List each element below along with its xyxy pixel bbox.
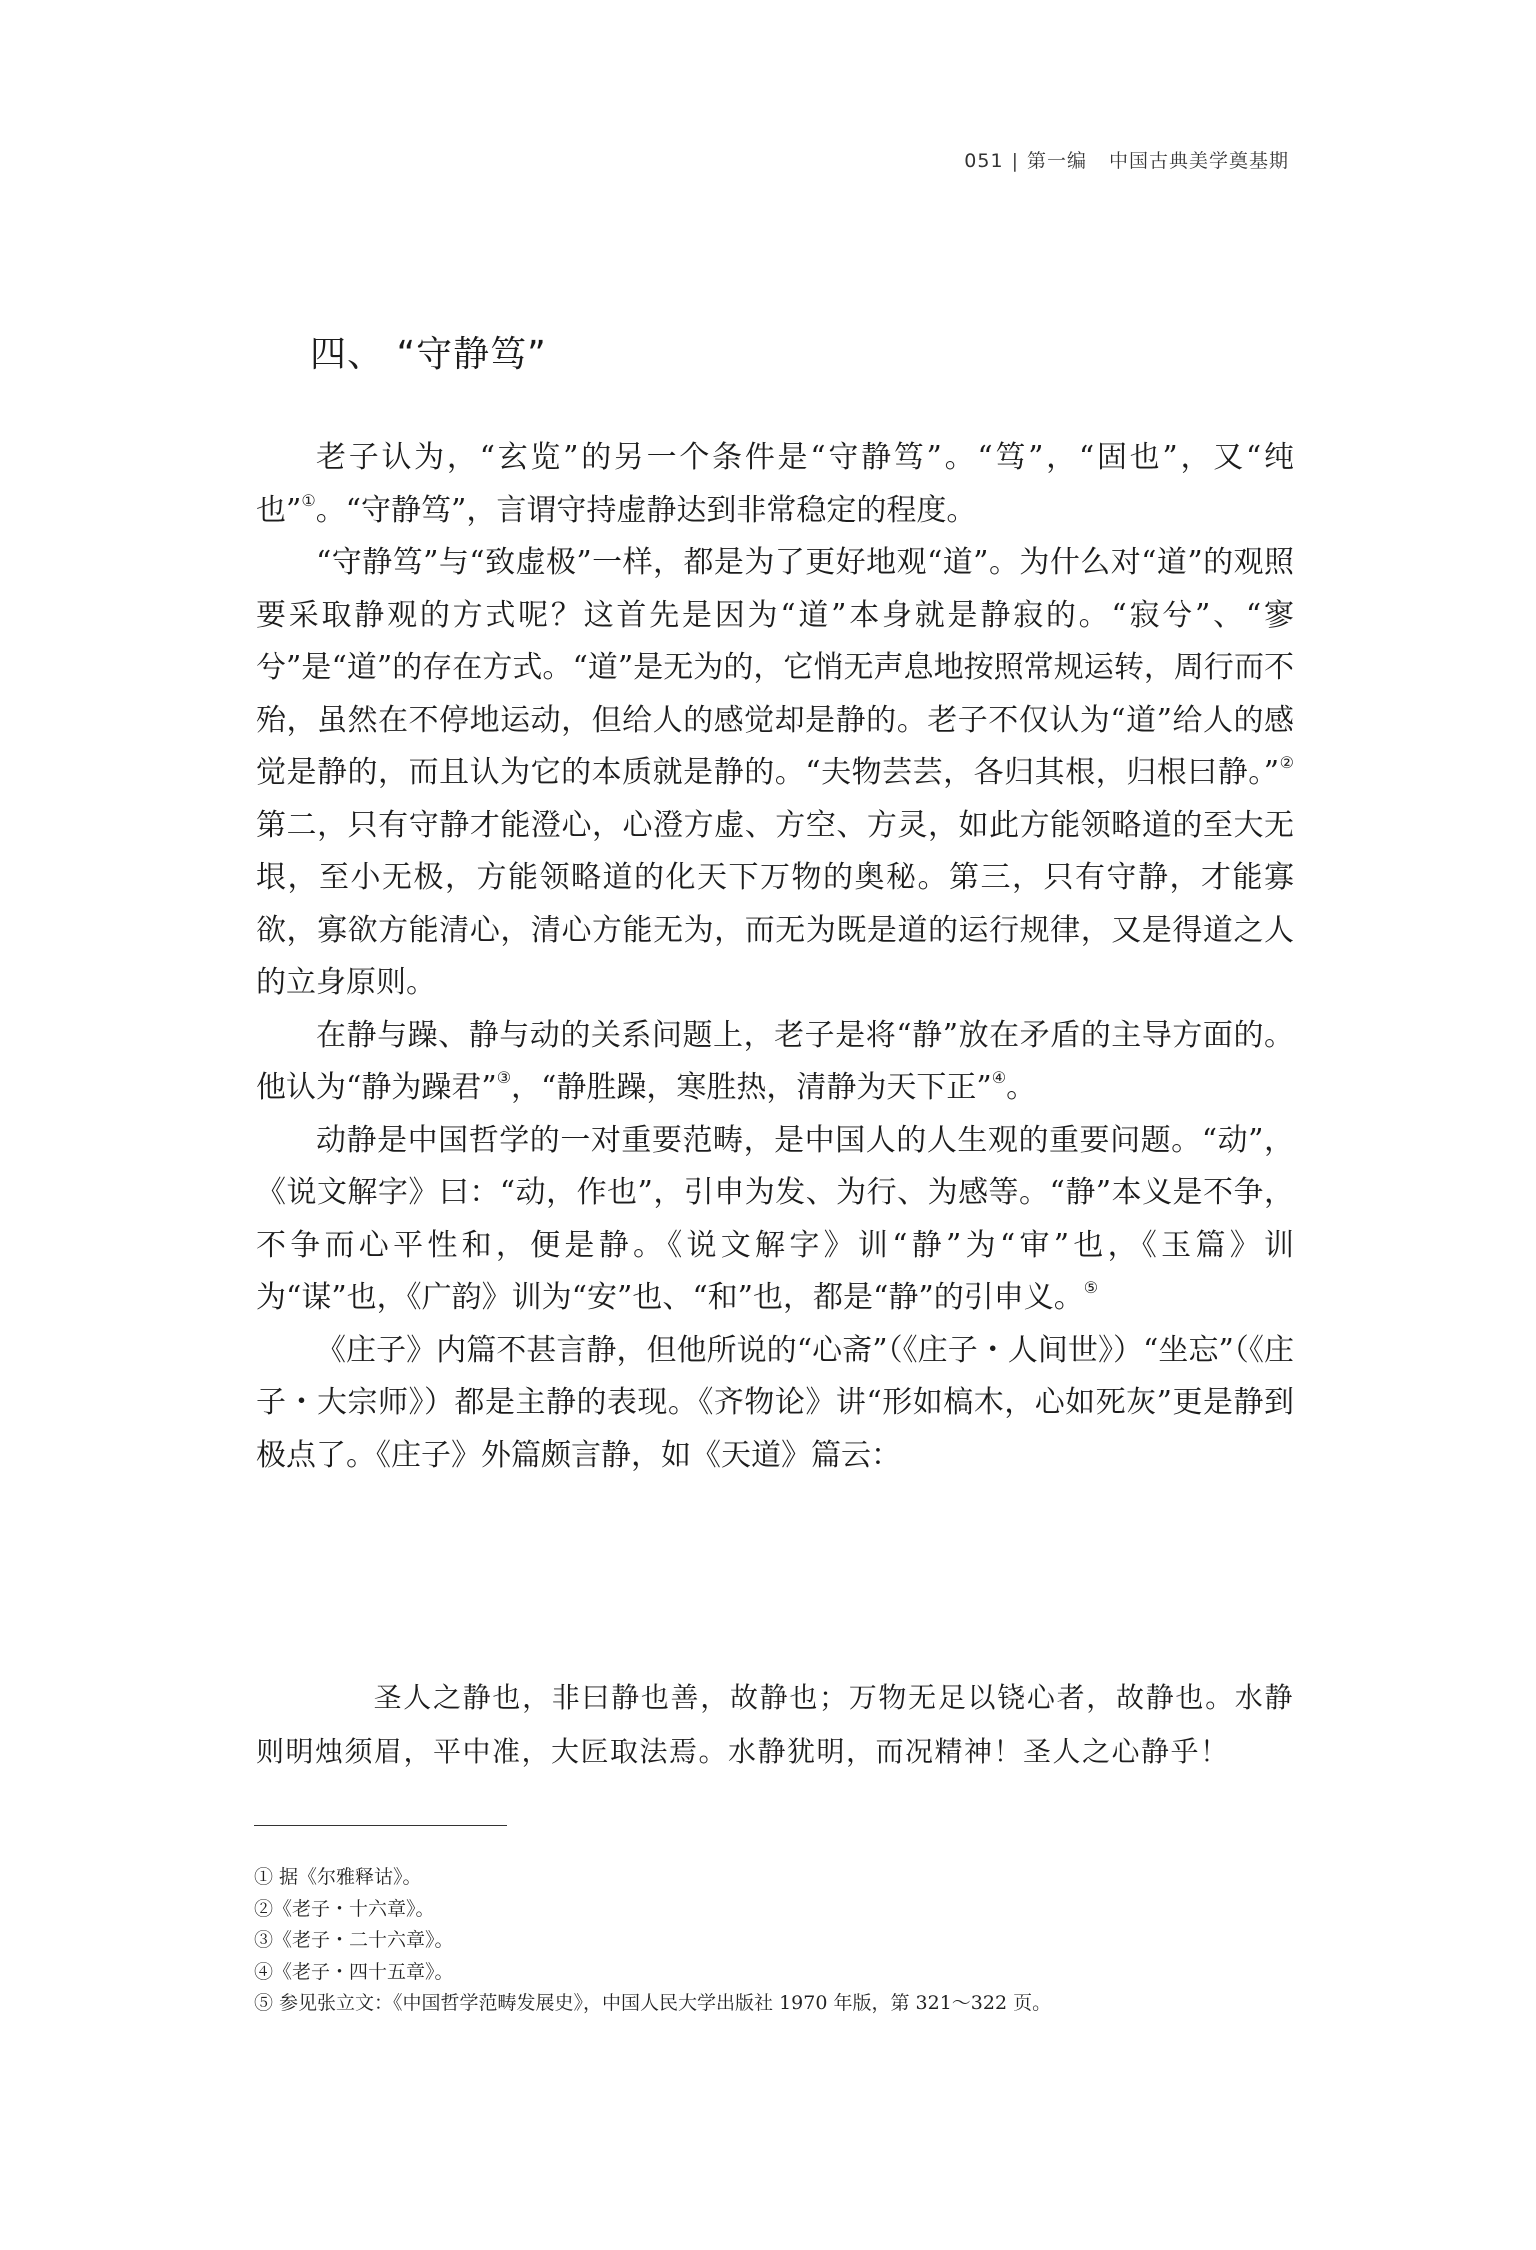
paragraph-text: ，“静胜躁，寒胜热，清静为天下正” <box>511 1070 992 1105</box>
part-label: 第一编 <box>1026 150 1087 172</box>
paragraph-text: 第二，只有守静才能澄心，心澄方虚、方空、方灵，如此方能领略道的至大无垠，至小无极，方能领略道的化天下万物的奥秘。第三，只有守静，才能寡欲，寡欲方能清心，清心方能无为，而无为既是道的运行规律，又是得道之人的立身原则。 <box>256 807 1294 1000</box>
footnote-ref-4: ④ <box>991 1068 1007 1087</box>
part-title: 中国古典美学奠基期 <box>1108 150 1289 172</box>
body-text <box>256 432 1294 1482</box>
page-number: 051 <box>964 150 1004 172</box>
footnote-3: ③《老子・二十六章》。 <box>254 1929 454 1951</box>
block-quote <box>256 1671 1294 1779</box>
paragraph-text: 在静与躁、静与动的关系问题上，老子是将“静”放在矛盾的主导方面的。他认为“静为躁君” <box>256 1017 1294 1105</box>
footnote-2: ②《老子・十六章》。 <box>254 1897 435 1920</box>
paragraph-text: 动静是中国哲学的一对重要范畴，是中国人的人生观的重要问题。“动”，《说文解字》曰：“动，作也”，引申为发、为行、为感等。“静”本义是不争，不争而心平性和，便是静。《说文解字》训“静”为“审”也，《玉篇》训为“谋”也，《广韵》训为“安”也、“和”也，都是“静”的引申义。 <box>256 1122 1294 1315</box>
paragraph-3 <box>256 1010 1294 1115</box>
footnote-ref-1: ① <box>301 490 316 510</box>
footnote-5: ⑤ 参见张立文：《中国哲学范畴发展史》，中国人民大学出版社 1970 年版，第 321～322 页。 <box>254 1992 1052 2014</box>
quote-text: 圣人之静也，非曰静也善，故静也；万物无足以铙心者，故静也。水静则明烛须眉，平中准，大匠取法焉。水静犹明，而况精神！圣人之心静乎！ <box>256 1681 1294 1768</box>
footnote-ref-3: ③ <box>496 1068 512 1087</box>
paragraph-2 <box>256 537 1294 1010</box>
footnote-4: ④《老子・四十五章》。 <box>254 1960 454 1983</box>
paragraph-text: 。“守静笃”，言谓守持虚静达到非常稳定的程度。 <box>315 492 977 528</box>
section-title: 四、 “守静笃” <box>310 334 547 375</box>
footnote-1: ① 据《尔雅释诂》。 <box>254 1866 422 1888</box>
footnote-ref-2: ② <box>1279 753 1294 772</box>
paragraph-text: 老子认为，“玄览”的另一个条件是“守静笃”。“笃”，“固也”，又“纯也” <box>256 440 1294 528</box>
paragraph-text: “守静笃”与“致虚极”一样，都是为了更好地观“道”。为什么对“道”的观照要采取静观的方式呢？这首先是因为“道”本身就是静寂的。“寂兮”、“寥兮”是“道”的存在方式。“道”是无为的，它悄无声息地按照常规运转，周行而不殆，虽然在不停地运动，但给人的感觉却是静的。老子不仅认为“道”给人的感觉是静的，而且认为它的本质就是静的。“夫物芸芸，各归其根，归根曰静。” <box>256 545 1294 790</box>
paragraph-text: 。 <box>1006 1070 1037 1105</box>
paragraph-1 <box>256 432 1294 537</box>
footnote-divider <box>254 1825 507 1826</box>
header-separator: | <box>1011 150 1019 172</box>
paragraph-4 <box>256 1115 1294 1325</box>
paragraph-5 <box>256 1325 1294 1483</box>
footnotes <box>254 1862 1294 2020</box>
footnote-ref-5: ⑤ <box>1083 1278 1099 1297</box>
running-head <box>964 146 1289 173</box>
paragraph-text: 《庄子》内篇不甚言静，但他所说的“心斋”（《庄子・人间世》）“坐忘”（《庄子・大宗师》）都是主静的表现。《齐物论》讲“形如槁木，心如死灰”更是静到极点了。《庄子》外篇颇言静，如《天道》篇云： <box>256 1332 1294 1473</box>
